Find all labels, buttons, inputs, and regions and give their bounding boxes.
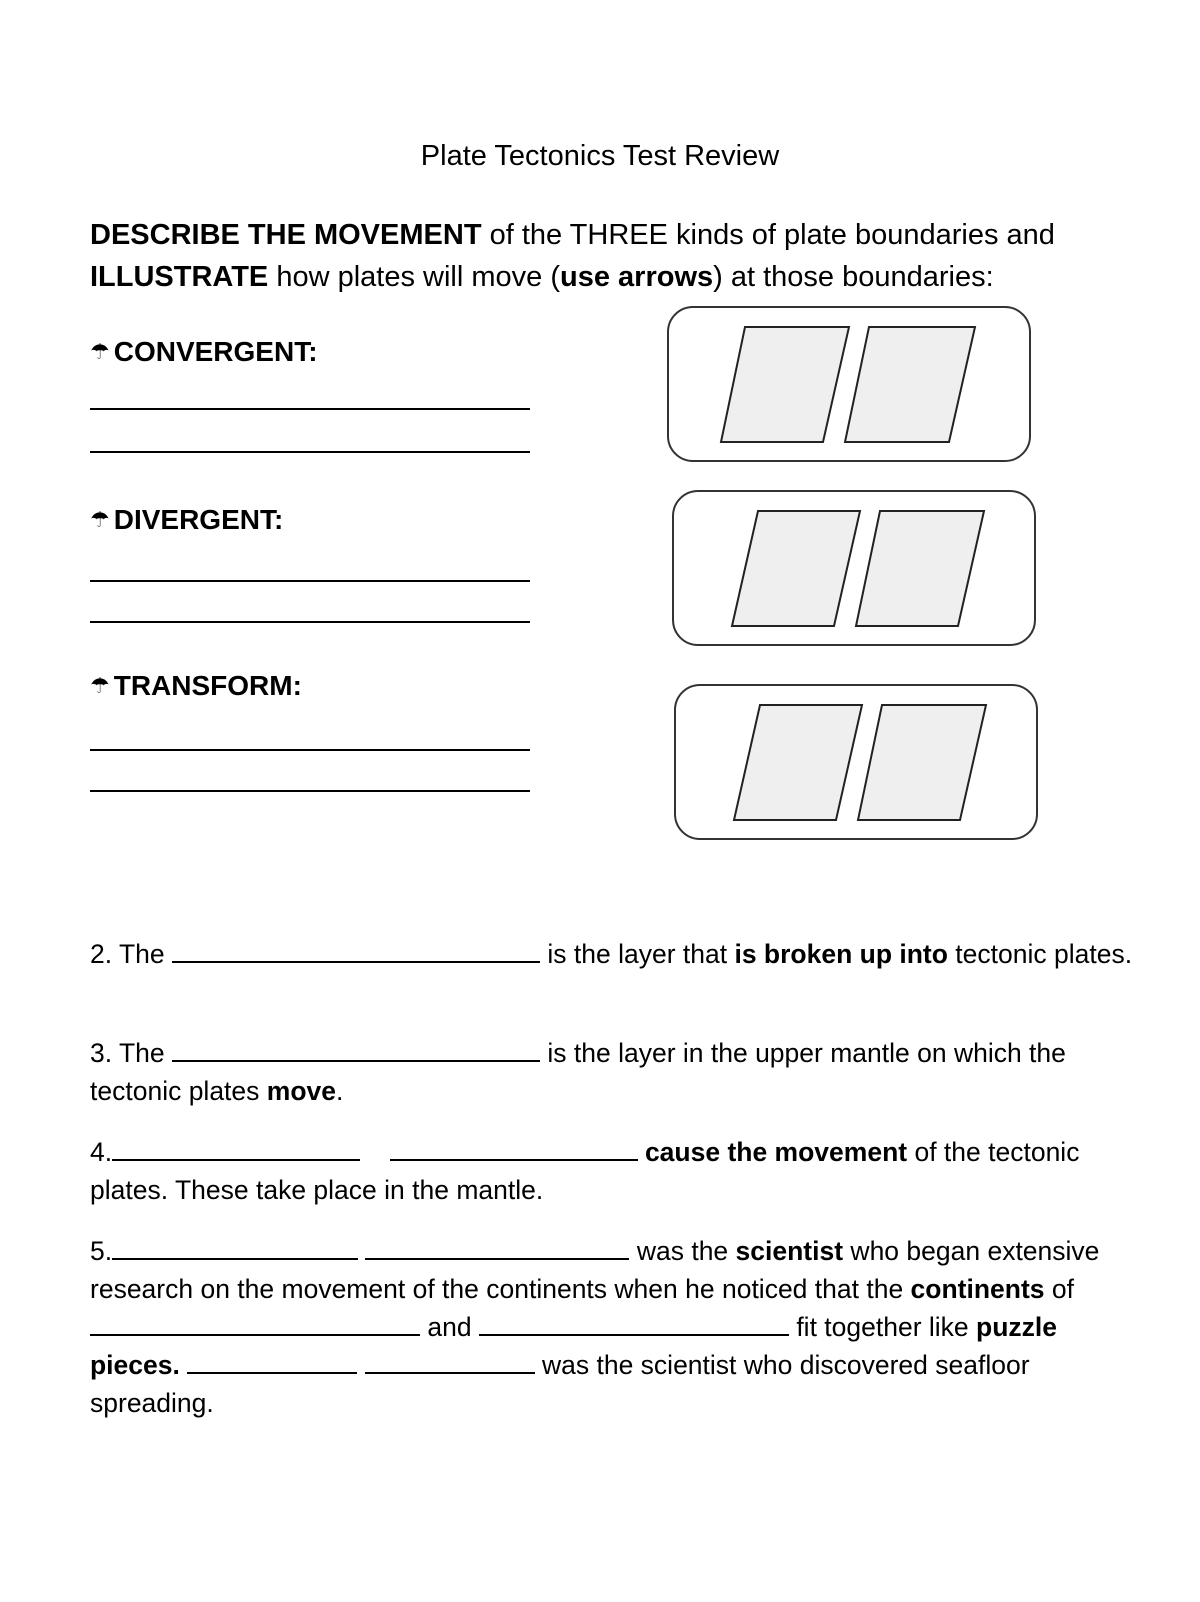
transform-diagram-box[interactable] xyxy=(674,684,1038,840)
blank-field[interactable] xyxy=(112,1234,358,1260)
q5-text-3: of xyxy=(1044,1274,1074,1304)
convergent-heading xyxy=(90,336,318,368)
q5-bold-2: continents xyxy=(910,1274,1045,1304)
answer-line[interactable] xyxy=(90,408,530,410)
transform-heading xyxy=(90,670,302,702)
instructions xyxy=(90,214,1150,298)
blank-field[interactable] xyxy=(90,1310,420,1336)
q5-pre: 5. xyxy=(90,1236,113,1266)
divergent-label: DIVERGENT: xyxy=(113,504,284,535)
instructions-bold-1: DESCRIBE THE MOVEMENT xyxy=(90,219,482,251)
question-2 xyxy=(90,935,1140,973)
instructions-bold-2: ILLUSTRATE xyxy=(90,261,269,293)
q3-post: . xyxy=(336,1076,344,1106)
q5-text-1: was the xyxy=(629,1236,736,1266)
blank-field[interactable] xyxy=(172,1036,540,1062)
divergent-diagram-box[interactable] xyxy=(672,490,1036,646)
q4-post: of the tectonic plates. These take place in the mantle. xyxy=(90,1137,1080,1205)
answer-line[interactable] xyxy=(90,621,530,623)
blank-field[interactable] xyxy=(112,1135,360,1161)
q2-mid: is the layer that xyxy=(540,939,735,969)
q4-bold: cause the movement xyxy=(644,1137,908,1167)
question-3 xyxy=(90,1034,1140,1110)
plates-diagram xyxy=(676,686,1040,842)
answer-line[interactable] xyxy=(90,790,530,792)
plates-diagram xyxy=(669,308,1033,464)
answer-line[interactable] xyxy=(90,451,530,453)
q3-mid: is the layer in the upper mantle on which the tectonic plates xyxy=(90,1038,1066,1106)
umbrella-icon: ☂ xyxy=(90,507,110,532)
convergent-label: CONVERGENT: xyxy=(113,336,318,367)
divergent-heading xyxy=(90,504,283,536)
plate-right xyxy=(858,705,986,820)
q5-text-6: was the scientist who discovered seafloor spreading. xyxy=(90,1350,1030,1418)
plate-left xyxy=(734,705,862,820)
q3-pre: 3. The xyxy=(90,1038,173,1068)
blank-field[interactable] xyxy=(187,1348,357,1374)
plate-left xyxy=(721,327,849,442)
answer-line[interactable] xyxy=(90,749,530,751)
blank-field[interactable] xyxy=(172,937,540,963)
blank-field[interactable] xyxy=(479,1310,789,1336)
plates-diagram xyxy=(674,492,1038,648)
q2-post: tectonic plates. xyxy=(947,939,1133,969)
q3-bold: move xyxy=(266,1076,337,1106)
question-5 xyxy=(90,1232,1140,1422)
plate-left xyxy=(732,511,860,626)
blank-field[interactable] xyxy=(365,1234,629,1260)
umbrella-icon: ☂ xyxy=(90,339,110,364)
instructions-bold-3: use arrows xyxy=(560,261,714,293)
q4-pre: 4. xyxy=(90,1137,113,1167)
q5-bold-1: scientist xyxy=(735,1236,844,1266)
question-4 xyxy=(90,1133,1140,1209)
plate-right xyxy=(845,327,975,442)
q5-text-5: fit together like xyxy=(788,1312,977,1342)
q5-text-4: and xyxy=(420,1312,479,1342)
instructions-text-3: ) at those boundaries: xyxy=(713,261,994,293)
blank-field[interactable] xyxy=(365,1348,535,1374)
q2-bold: is broken up into xyxy=(734,939,948,969)
instructions-text-2: how plates will move ( xyxy=(268,261,560,293)
transform-label: TRANSFORM: xyxy=(113,670,302,701)
q2-pre: 2. The xyxy=(90,939,173,969)
umbrella-icon: ☂ xyxy=(90,673,110,698)
q5-text-2: who began extensive research on the movement of the continents when he noticed that the xyxy=(90,1236,1100,1304)
page-title: Plate Tectonics Test Review xyxy=(420,140,780,172)
blank-field[interactable] xyxy=(390,1135,638,1161)
instructions-text-1: of the THREE kinds of plate boundaries and xyxy=(481,219,1055,251)
plate-right xyxy=(856,511,984,626)
convergent-diagram-box[interactable] xyxy=(667,306,1031,462)
q5-bold-3: puzzle pieces. xyxy=(90,1312,1058,1380)
answer-line[interactable] xyxy=(90,580,530,582)
